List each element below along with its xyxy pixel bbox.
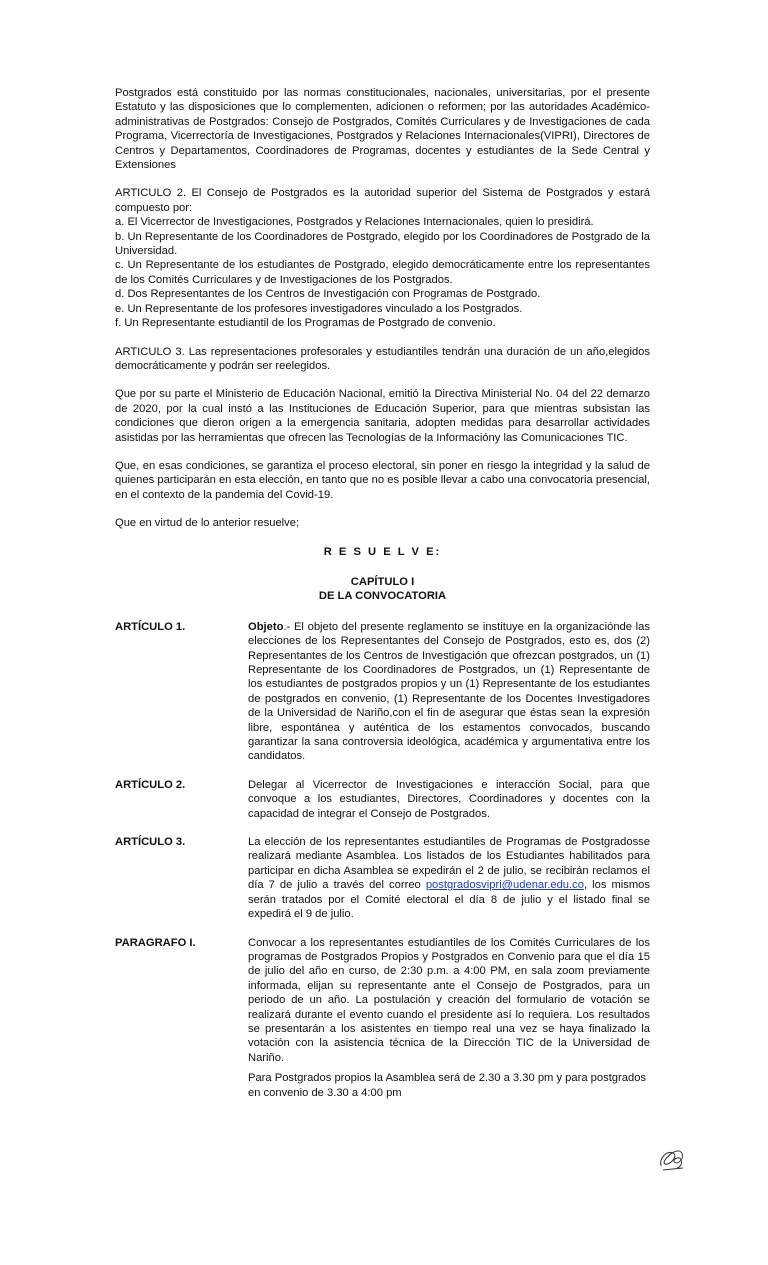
document-page (115, 86, 650, 1114)
article-body (248, 835, 650, 921)
email-link[interactable]: postgradosvipri@udenar.edu.co (425, 879, 584, 892)
article-text-before-email: La elección de los representantes estudiantiles de Programas de Postgradosse realizará mediante Asamblea. Los listados de los Estudiantes habilitados para participar en dicha Asamblea se expedirán el 2 de julio, se recibirán reclamos el día 7 de julio a través del correo (248, 836, 650, 892)
article-2-item-d: d. Dos Representantes de los Centros de Investigación con Programas de Postgrado. (115, 288, 541, 301)
resolution-article-1 (115, 620, 650, 764)
article-2-section (115, 186, 650, 330)
article-keyword: Objeto (248, 620, 284, 633)
article-text: .- El objeto del presente reglamento se instituye en la organizaciónde las elecciones de los Representantes del Consejo de Postgrados, esto es, dos (2) Representantes de los Centros de Investigación que ofrezcan postgrados, un (1) Representante de los Coordinadores de Postgrados, un (1) Representante de los estudiantes de postgrados propios y un (1) Representante de los estudiantes de postgrados en convenio, (1) Representante de los Docentes Investigadores de la Universidad de Nariño,con el fin de asegurar que éstas sean la expresión libre, espontánea y auténtica de los estamentos convocados, buscando garantizar la sana controversia ideológica, académica y argumentativa entre los candidatos. (248, 620, 650, 763)
article-label: ARTÍCULO 2. (115, 778, 186, 791)
paragrafo-text: Convocar a los representantes estudiantiles de los Comités Curriculares de los programas de Postgrados Propios y Postgrados en Convenio para que el día 15 de julio del año en curso, de 2:30 p.m. a 4:00 PM, en sala zoom previamente informada, elijan su representante ante el Consejo de Postgrados, para un periodo de un año. La postulación y creación del formulario de votación se realizará durante el evento cuando el presidente así lo requiera. Los resultados se presentarán a los asistentes en tiempo real una vez se haya finalizado la votación con la asistencia técnica de la Dirección TIC de la Universidad de Nariño. (248, 936, 650, 1064)
article-2-item-f: f. Un Representante estudiantil de los Programas de Postgrado de convenio. (115, 317, 496, 330)
article-label: ARTÍCULO 3. (115, 836, 186, 849)
chapter-title: CAPÍTULO I (350, 575, 415, 588)
intro-paragraph: Postgrados está constituido por las normas constitucionales, nacionales, universitarias, por el presente Estatuto y las disposiciones que lo complementen, adicionen o reformen; por las autoridades Académico- administrativas de Postgrados: Consejo de Postgrados, Comités Curriculares y de Investigaciones de cada Programa, Vicerrectoría de Investigaciones, Postgrados y Relaciones Internacionales(VIPRI), Directores de Centros y Departamentos, Coordinadores de Programas, docentes y estudiantes de la Sede Central y Extensiones (115, 87, 650, 172)
article-text: Delegar al Vicerrector de Investigaciones e interacción Social, para que convoque a los estudiantes, Directores, Coordinadores y docentes con la capacidad de integrar el Consejo de Postgrados. (248, 778, 650, 820)
ministerio-paragraph: Que por su parte el Ministerio de Educación Nacional, emitió la Directiva Ministerial No. 04 del 22 demarzo de 2020, por la cual instó a las Instituciones de Educación Superior, para que mientras subsistan las condiciones que dieron origen a la emergencia sanitaria, adopten medidas para desarrollar actividades asistidas por las herramientas que ofrecen las Tecnologías de la Informacióny las Comunicaciones TIC. (115, 388, 650, 444)
article-2-item-e: e. Un Representante de los profesores investigadores vinculado a los Postgrados. (115, 302, 523, 315)
paragrafo-schedule-text: Para Postgrados propios la Asamblea será de 2.30 a 3.30 pm y para postgrados en convenio de 3.30 a 4:00 pm (248, 1072, 647, 1099)
article-2-item-b: b. Un Representante de los Coordinadores de Postgrado, elegido por los Coordinadores de Postgrado de la Universidad. (115, 230, 650, 258)
article-3-paragraph: ARTICULO 3. Las representaciones profesorales y estudiantiles tendrán una duración de un año,elegidos democráticamente y podrán ser reelegidos. (115, 345, 650, 372)
resuelve-heading: R E S U E L V E: (323, 545, 442, 558)
article-body (248, 620, 650, 764)
article-2-intro: ARTICULO 2. El Consejo de Postgrados es la autoridad superior del Sistema de Postgrados y estará compuesto por: (115, 187, 650, 214)
chapter-heading (115, 575, 650, 604)
signature-icon (657, 1146, 687, 1174)
chapter-subtitle: DE LA CONVOCATORIA (318, 590, 447, 603)
article-label: PARAGRAFO I. (115, 936, 196, 949)
resolution-article-3 (115, 835, 650, 921)
article-body (248, 936, 650, 1100)
resolution-article-2 (115, 778, 650, 821)
virtud-paragraph: Que en virtud de lo anterior resuelve; (115, 517, 300, 530)
article-label: ARTÍCULO 1. (115, 620, 186, 633)
article-2-item-c: c. Un Representante de los estudiantes de Postgrado, elegido democráticamente entre los representantes de los Comités Curriculares y de Investigaciones de los Postgrados. (115, 259, 650, 286)
article-2-item-a: a. El Vicerrector de Investigaciones, Postgrados y Relaciones Internacionales, quien lo presidirá. (115, 216, 594, 229)
article-text-after-email: , los mismos serán tratados por el Comité electoral el día 8 de julio y el listado final se expedirá el 9 de julio. (248, 879, 650, 921)
paragrafo-1 (115, 936, 650, 1100)
condiciones-paragraph: Que, en esas condiciones, se garantiza el proceso electoral, sin poner en riesgo la integridad y la salud de quienes participarán en esta elección, en tanto que no es posible llevar a cabo una convocatoria presencial, en el contexto de la pandemia del Covid-19. (115, 459, 650, 501)
